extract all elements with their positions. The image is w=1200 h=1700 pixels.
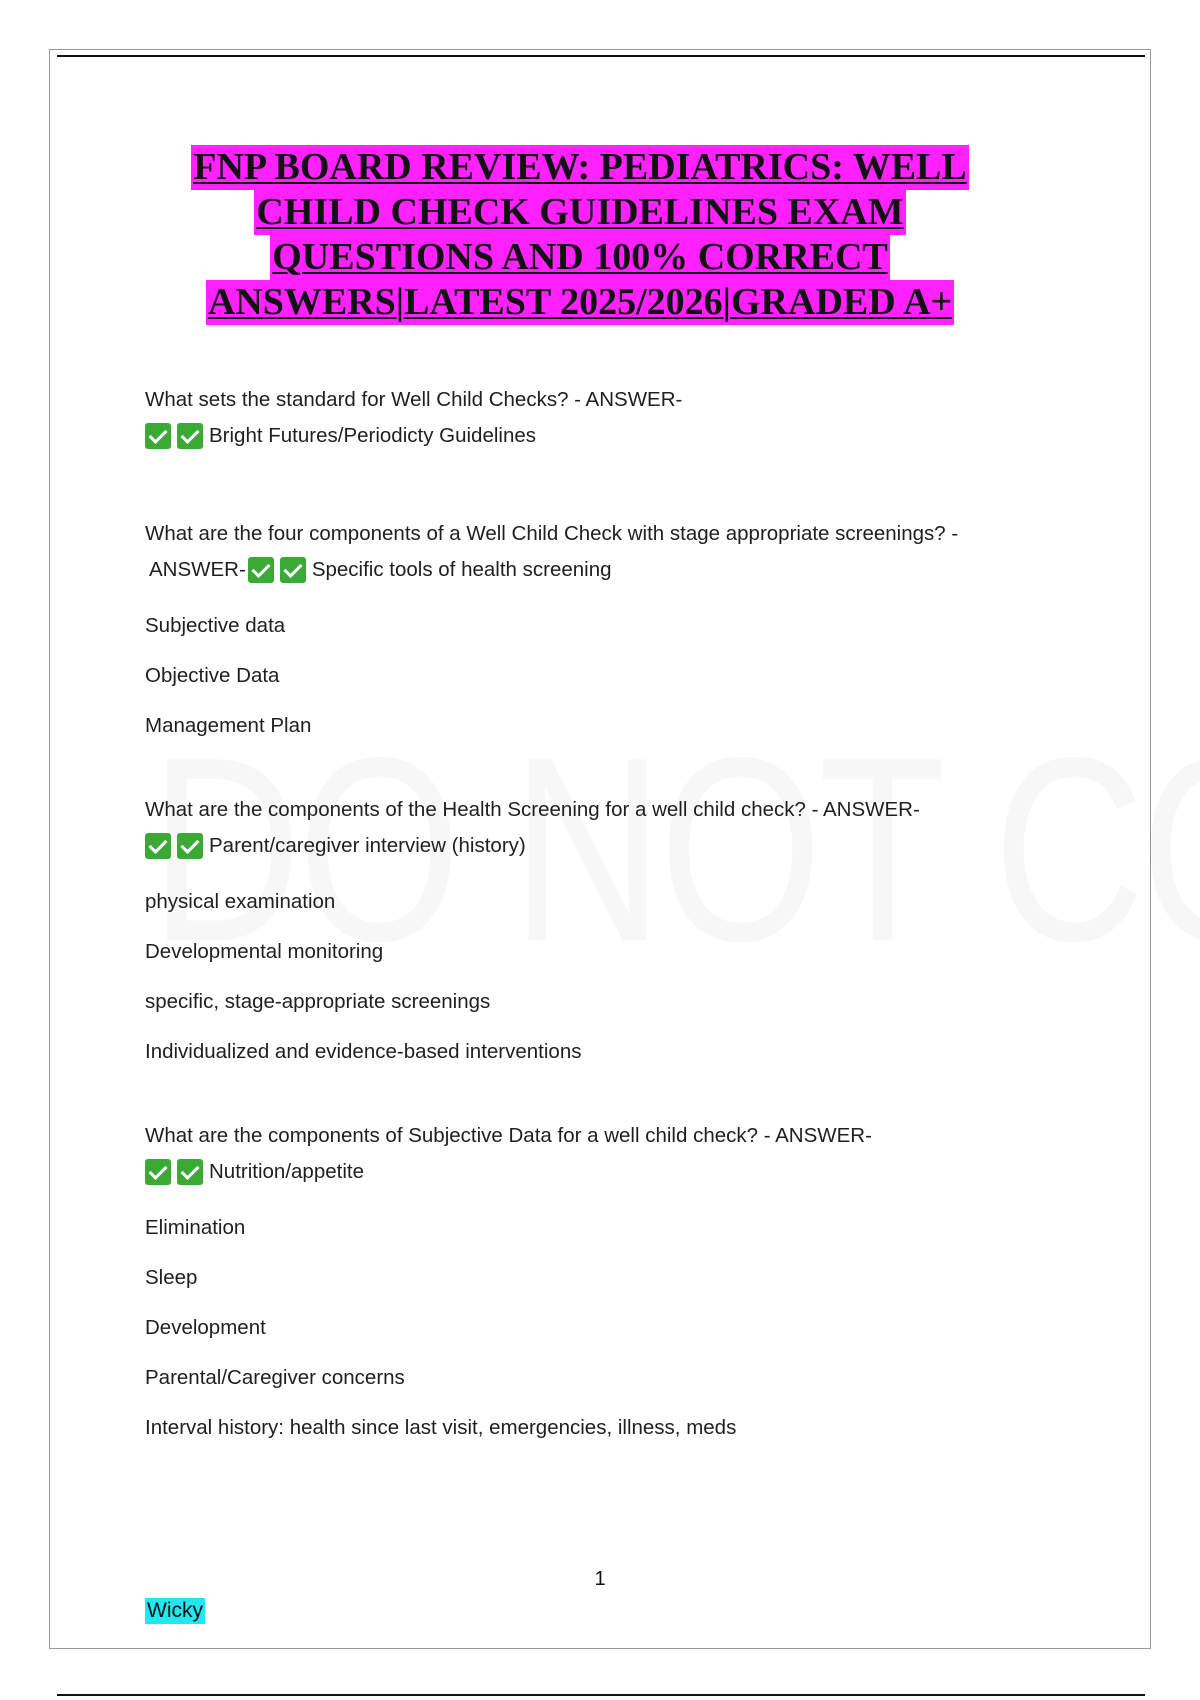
author-tag: Wicky: [147, 1599, 203, 1622]
list-item: Interval history: health since last visit, emergencies, illness, meds: [145, 1416, 737, 1439]
title-line-4: ANSWERS|LATEST 2025/2026|GRADED A+: [207, 281, 953, 323]
page-number: 1: [594, 1568, 606, 1590]
question-text: What are the components of the Health Screening for a well child check? - ANSWER-: [145, 798, 920, 821]
answer-line: [145, 1154, 1045, 1190]
qa-block: [145, 516, 1045, 738]
list-item: Parental/Caregiver concerns: [145, 1366, 405, 1389]
list-item: Management Plan: [145, 714, 312, 737]
title-line-2: CHILD CHECK GUIDELINES EXAM: [256, 191, 904, 233]
title-line-1: FNP BOARD REVIEW: PEDIATRICS: WELL: [193, 146, 967, 188]
question-text: What are the components of Subjective Data for a well child check? - ANSWER-: [145, 1124, 872, 1147]
qa-block: [145, 382, 1045, 454]
bottom-rule: [57, 1694, 1145, 1696]
answer-text: Bright Futures/Periodicty Guidelines: [209, 424, 537, 447]
title-line-3: QUESTIONS AND 100% CORRECT: [272, 236, 888, 278]
answer-line: [145, 418, 1045, 454]
check-mark-icon: [145, 423, 171, 449]
answer-text: Specific tools of health screening: [311, 558, 612, 581]
answer-line: [145, 552, 1045, 588]
check-mark-icon: [248, 557, 274, 583]
document-title: [150, 145, 1010, 325]
list-item: Elimination: [145, 1216, 246, 1239]
answer-text: Nutrition/appetite: [209, 1160, 364, 1183]
check-mark-icon: [145, 833, 171, 859]
list-item: Sleep: [145, 1266, 198, 1289]
qa-block: [145, 1118, 1045, 1440]
answer-prefix: ANSWER-: [149, 558, 246, 581]
check-mark-icon: [177, 423, 203, 449]
list-item: Individualized and evidence-based interventions: [145, 1040, 582, 1063]
check-mark-icon: [177, 833, 203, 859]
answer-line: [145, 828, 1045, 864]
check-mark-icon: [177, 1159, 203, 1185]
list-item: Subjective data: [145, 614, 286, 637]
list-item: Objective Data: [145, 664, 280, 687]
question-text: What sets the standard for Well Child Checks? - ANSWER-: [145, 388, 683, 411]
list-item: specific, stage-appropriate screenings: [145, 990, 491, 1013]
top-rule: [57, 55, 1145, 57]
answer-text: Parent/caregiver interview (history): [209, 834, 526, 857]
question-text: What are the four components of a Well Child Check with stage appropriate screenings? -: [145, 522, 959, 545]
qa-content: [145, 382, 1045, 1506]
list-item: Developmental monitoring: [145, 940, 384, 963]
list-item: physical examination: [145, 890, 336, 913]
qa-block: [145, 792, 1045, 1064]
list-item: Development: [145, 1316, 266, 1339]
check-mark-icon: [280, 557, 306, 583]
check-mark-icon: [145, 1159, 171, 1185]
